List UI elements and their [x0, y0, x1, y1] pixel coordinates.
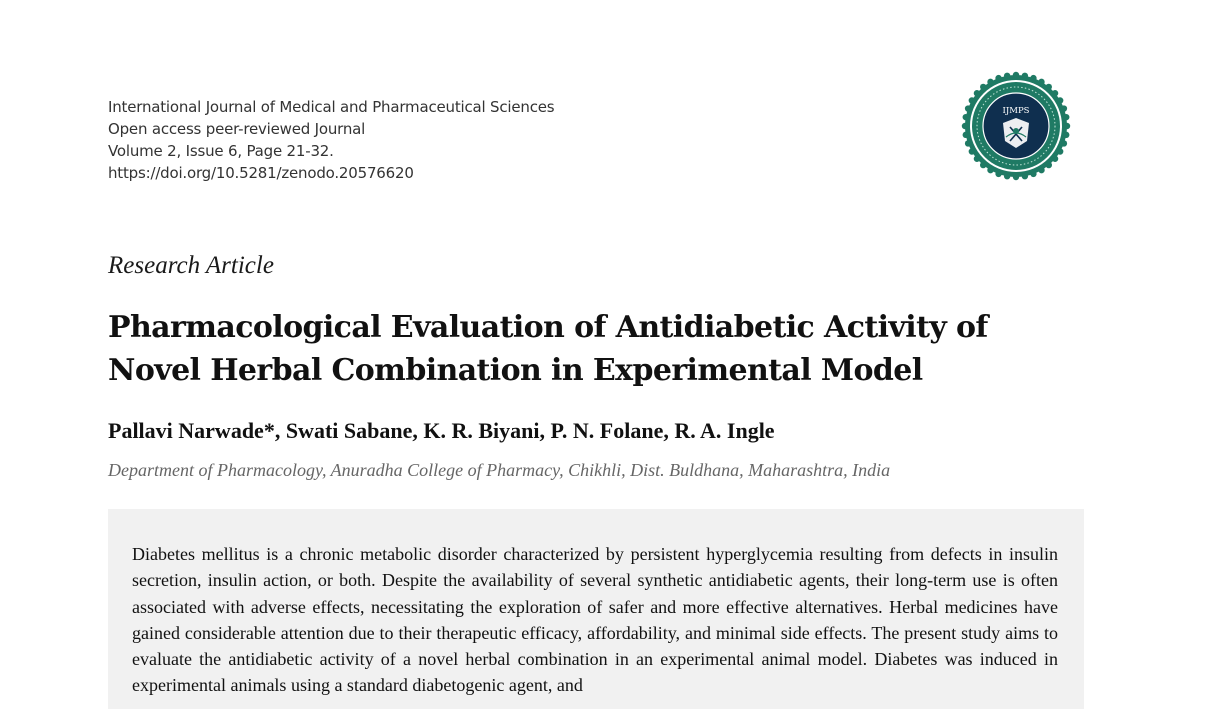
- abstract-panel: [108, 509, 1084, 709]
- journal-doi: https://doi.org/10.5281/zenodo.20576620: [108, 164, 414, 182]
- journal-name: International Journal of Medical and Pharmaceutical Sciences: [108, 98, 555, 116]
- author-affiliation: Department of Pharmacology, Anuradha College of Pharmacy, Chikhli, Dist. Buldhana, Maharashtra, India: [108, 460, 891, 480]
- article-type: Research Article: [108, 252, 274, 279]
- journal-info: [108, 96, 554, 184]
- journal-volume: Volume 2, Issue 6, Page 21-32.: [108, 142, 334, 160]
- seal-graphic: [961, 71, 1071, 181]
- article-title: Pharmacological Evaluation of Antidiabetic Activity of Novel Herbal Combination in Experimental Model: [108, 310, 988, 388]
- seal-text: IJMPS: [1002, 106, 1030, 116]
- author-list: Pallavi Narwade*, Swati Sabane, K. R. Biyani, P. N. Folane, R. A. Ingle: [108, 418, 775, 443]
- abstract-text: Diabetes mellitus is a chronic metabolic disorder characterized by persistent hyperglycemia resulting from defects in insulin secretion, insulin action, or both. Despite the availability of several synthetic antidiabetic agents, their long-term use is often associated with adverse effects, necessitating the exploration of safer and more effective alternatives. Herbal medicines have gained considerable attention due to their therapeutic efficacy, affordability, and minimal side effects. The present study aims to evaluate the antidiabetic activity of a novel herbal combination in an experimental animal model. Diabetes was induced in experimental animals using a standard diabetogenic agent, and: [132, 544, 1058, 696]
- journal-seal-logo: [961, 71, 1071, 181]
- journal-access: Open access peer-reviewed Journal: [108, 120, 366, 138]
